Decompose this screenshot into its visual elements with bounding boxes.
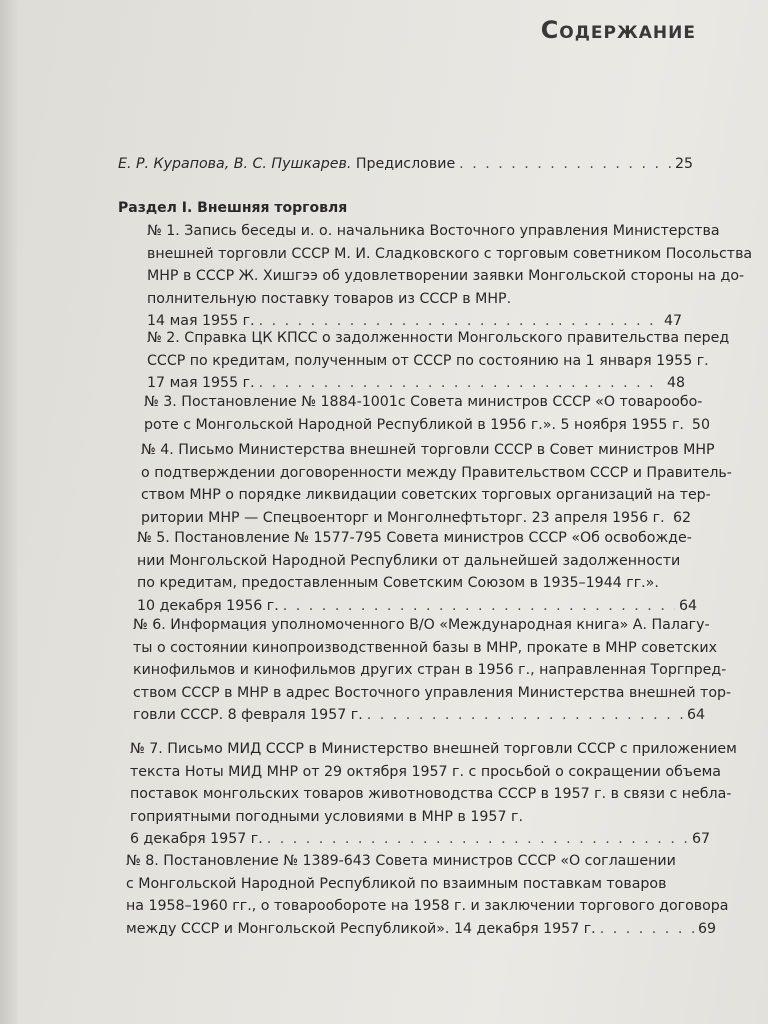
page-number: 64 bbox=[678, 597, 697, 614]
entry-line: о подтверждении договоренности между Правительством СССР и Правитель- bbox=[141, 464, 732, 481]
page-number: 69 bbox=[697, 920, 716, 937]
entry-line: № 4. Письмо Министерства внешней торговли СССР в Совет министров МНР bbox=[141, 442, 715, 458]
entry-line: МНР в СССР Ж. Хишгээ об удовлетворении заявки Монгольской стороны на до- bbox=[147, 268, 745, 284]
entry-line: полнительную поставку товаров из СССР в МНР. bbox=[147, 290, 512, 307]
toc-entry-4 bbox=[141, 439, 732, 529]
entry-line: поставок монгольских товаров животноводства СССР в 1957 г. в связи с небла- bbox=[130, 786, 732, 802]
preface-entry bbox=[118, 153, 693, 176]
page-title: Содержание bbox=[540, 16, 696, 44]
toc-entry-7 bbox=[130, 738, 737, 851]
entry-last-line bbox=[144, 414, 710, 437]
leader-dots bbox=[600, 918, 694, 941]
entry-line: гоприятными погодными условиями в МНР в 1957 г. bbox=[130, 808, 523, 825]
entry-last-line bbox=[133, 704, 705, 727]
page-number: 47 bbox=[663, 313, 682, 329]
toc-entry-1 bbox=[147, 220, 753, 333]
entry-date: 14 мая 1955 г. bbox=[147, 313, 255, 329]
entry-last-line bbox=[126, 918, 716, 941]
entry-line: № 8. Постановление № 1389-643 Совета министров СССР «О соглашении bbox=[126, 853, 676, 869]
entry-last-line bbox=[130, 828, 710, 851]
leader-dots bbox=[459, 153, 671, 176]
entry-date: 6 декабря 1957 г. bbox=[130, 831, 263, 847]
entry-date: 17 мая 1955 г. bbox=[147, 375, 255, 391]
entry-line: внешней торговли СССР М. И. Сладковского с торговым советником Посольства bbox=[147, 245, 753, 262]
entry-date: говли СССР. 8 февраля 1957 г. bbox=[133, 707, 363, 723]
leader-dots bbox=[267, 828, 688, 851]
entry-line: № 7. Письмо МИД СССР в Министерство внешней торговли СССР с приложением bbox=[130, 741, 737, 757]
toc-entry-2 bbox=[147, 327, 730, 395]
toc-entry-3 bbox=[144, 391, 710, 436]
entry-line: № 2. Справка ЦК КПСС о задолженности Монгольского правительства перед bbox=[147, 330, 730, 346]
toc-entry-5 bbox=[137, 527, 697, 617]
entry-line: нии Монгольской Народной Республики от дальнейшей задолженности bbox=[137, 552, 681, 569]
entry-line: на 1958–1960 гг., о товарообороте на 1958 г. и заключении торгового договора bbox=[126, 898, 729, 914]
section-heading: Раздел I. Внешняя торговля bbox=[118, 200, 348, 216]
preface-authors: Е. Р. Курапова, В. С. Пушкарев. bbox=[118, 156, 352, 172]
entry-last-line bbox=[141, 507, 691, 530]
entry-line: кинофильмов и кинофильмов других стран в 1956 г., направленная Торгпред- bbox=[133, 662, 727, 678]
page-number: 48 bbox=[666, 375, 685, 391]
preface-title: Предисловие bbox=[355, 156, 456, 172]
preface-line bbox=[118, 153, 693, 176]
page-number: 25 bbox=[674, 156, 693, 172]
entry-line: ством МНР о порядке ликвидации советских торговых организаций на тер- bbox=[141, 487, 711, 503]
entry-line: по кредитам, предоставленным Советским Союзом в 1935–1944 гг.». bbox=[137, 575, 659, 591]
entry-line: ты о состоянии кинопроизводственной базы в МНР, прокате в МНР советских bbox=[133, 639, 718, 656]
entry-date: роте с Монгольской Народной Республикой в 1956 г.». 5 ноября 1955 г. bbox=[144, 416, 684, 433]
page-number: 50 bbox=[691, 416, 710, 433]
page-number: 67 bbox=[691, 831, 710, 847]
leader-dots bbox=[367, 704, 683, 727]
entry-line: № 6. Информация уполномоченного В/О «Международная книга» А. Палагу- bbox=[133, 617, 710, 633]
entry-line: № 3. Постановление № 1884-1001с Совета министров СССР «О товарообо- bbox=[144, 394, 703, 410]
page-edge bbox=[0, 0, 18, 1024]
entry-line: № 1. Запись беседы и. о. начальника Восточного управления Министерства bbox=[147, 223, 720, 239]
entry-line: текста Ноты МИД МНР от 29 октября 1957 г. с просьбой о сокращении объема bbox=[130, 763, 721, 780]
page-number: 64 bbox=[686, 707, 705, 723]
entry-line: с Монгольской Народной Республикой по взаимным поставкам товаров bbox=[126, 875, 667, 892]
entry-date: 10 декабря 1956 г. bbox=[137, 597, 279, 614]
entry-date: ритории МНР — Спецвоенторг и Монголнефтьторг. 23 апреля 1956 г. bbox=[141, 509, 665, 526]
entry-line: СССР по кредитам, полученным от СССР по состоянию на 1 января 1955 г. bbox=[147, 352, 709, 369]
toc-entry-8 bbox=[126, 850, 729, 940]
page-number: 62 bbox=[672, 509, 691, 526]
entry-line: № 5. Постановление № 1577-795 Совета министров СССР «Об освобожде- bbox=[137, 530, 692, 546]
entry-date: между СССР и Монгольской Республикой». 14 декабря 1957 г. bbox=[126, 920, 596, 937]
toc-entry-6 bbox=[133, 614, 732, 727]
entry-line: ством СССР в МНР в адрес Восточного управления Министерства внешней тор- bbox=[133, 684, 732, 701]
